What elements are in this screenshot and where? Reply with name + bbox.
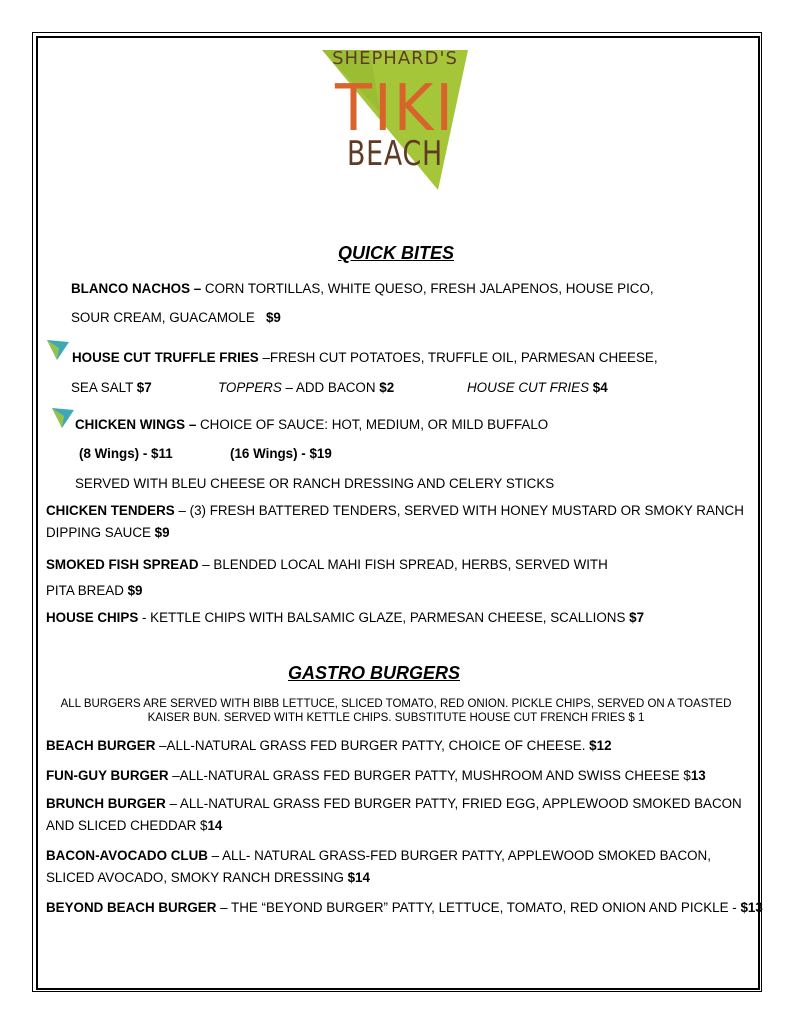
fries-desc: –FRESH CUT POTATOES, TRUFFLE OIL, PARMESAN CHEESE, xyxy=(258,350,658,365)
nachos-desc2: SOUR CREAM, GUACAMOLE xyxy=(71,310,255,325)
fries-name: HOUSE CUT TRUFFLE FRIES xyxy=(72,350,259,365)
fries-line1 xyxy=(72,349,658,366)
nachos-line2 xyxy=(71,309,281,326)
nachos-line1 xyxy=(71,280,654,297)
leaf-bullet-icon xyxy=(47,338,69,360)
nachos-price: $9 xyxy=(265,310,281,325)
beyond-burger-price: $13 xyxy=(740,900,763,915)
leaf-bullet-icon xyxy=(52,406,74,428)
tiki-beach-logo xyxy=(320,42,470,192)
toppers-price: $2 xyxy=(379,380,395,395)
tenders-item: CHICKEN TENDERS – (3) FRESH BATTERED TENDERS, SERVED WITH HONEY MUSTARD OR SMOKY RANCH DIPPING SAUCE $9 xyxy=(46,503,744,540)
fish-line2: PITA BREAD $9 xyxy=(46,583,143,598)
fun-guy-burger-item: FUN-GUY BURGER –ALL-NATURAL GRASS FED BURGER PATTY, MUSHROOM AND SWISS CHEESE $13 xyxy=(46,768,706,783)
brunch-burger-item: BRUNCH BURGER – ALL-NATURAL GRASS FED BURGER PATTY, FRIED EGG, APPLEWOOD SMOKED BACON AND SLICED CHEDDAR $14 xyxy=(46,796,742,833)
burgers-note: ALL BURGERS ARE SERVED WITH BIBB LETTUCE, SLICED TOMATO, RED ONION. PICKLE CHIPS, SERVED ON A TOASTED KAISER BUN. SERVED WITH KETTLE CHIPS. SUBSTITUTE HOUSE CUT FRENCH FRIES $ 1 xyxy=(60,698,732,724)
tenders-name: CHICKEN TENDERS xyxy=(46,503,175,518)
gastro-burgers-title: GASTRO BURGERS xyxy=(287,663,460,683)
bacon-avocado-club-price: $14 xyxy=(347,870,370,885)
brunch-burger-name: BRUNCH BURGER xyxy=(46,796,166,811)
beach-burger-name: BEACH BURGER xyxy=(46,738,156,753)
quick-bites-title: QUICK BITES xyxy=(337,243,454,263)
wings-line1 xyxy=(75,416,548,433)
chips-item: HOUSE CHIPS - KETTLE CHIPS WITH BALSAMIC GLAZE, PARMESAN CHEESE, SCALLIONS $7 xyxy=(46,610,645,625)
house-cut-fries: HOUSE CUT FRIES $4 xyxy=(467,380,608,395)
fish-name: SMOKED FISH SPREAD xyxy=(46,557,199,572)
svg-text:BEACH: BEACH xyxy=(347,134,443,174)
chips-price: $7 xyxy=(629,610,645,625)
tenders-price: $9 xyxy=(154,525,170,540)
nachos-desc: CORN TORTILLAS, WHITE QUESO, FRESH JALAPENOS, HOUSE PICO, xyxy=(201,281,654,296)
wings-served: SERVED WITH BLEU CHEESE OR RANCH DRESSING AND CELERY STICKS xyxy=(75,476,555,491)
wings-opt1: (8 Wings) - $11 xyxy=(79,446,173,461)
brunch-burger-price: 14 xyxy=(207,818,223,833)
fries-salt: SEA SALT $7 xyxy=(71,380,152,395)
fun-guy-burger-name: FUN-GUY BURGER xyxy=(46,768,169,783)
beyond-beach-burger-item: BEYOND BEACH BURGER – THE “BEYOND BURGER” PATTY, LETTUCE, TOMATO, RED ONION AND PICKLE - $13 xyxy=(46,900,763,915)
wings-name: CHICKEN WINGS – xyxy=(75,417,197,432)
bacon-avocado-club-name: BACON-AVOCADO CLUB xyxy=(46,848,208,863)
beyond-burger-name: BEYOND BEACH BURGER xyxy=(46,900,217,915)
fries-price: $7 xyxy=(136,380,152,395)
wings-desc: CHOICE OF SAUCE: HOT, MEDIUM, OR MILD BUFFALO xyxy=(196,417,549,432)
beach-burger-item: BEACH BURGER –ALL-NATURAL GRASS FED BURGER PATTY, CHOICE OF CHEESE. $12 xyxy=(46,738,612,753)
svg-text:TIKI: TIKI xyxy=(334,72,455,146)
chips-name: HOUSE CHIPS xyxy=(46,610,139,625)
wings-opt2: (16 Wings) - $19 xyxy=(230,446,332,461)
bacon-avocado-club-item: BACON-AVOCADO CLUB – ALL- NATURAL GRASS-FED BURGER PATTY, APPLEWOOD SMOKED BACON, SLICED AVOCADO, SMOKY RANCH DRESSING $14 xyxy=(46,848,711,885)
svg-text:SHEPHARD'S: SHEPHARD'S xyxy=(332,48,458,69)
fish-price: $9 xyxy=(127,583,143,598)
fun-guy-burger-price: 13 xyxy=(690,768,706,783)
fish-line1: SMOKED FISH SPREAD – BLENDED LOCAL MAHI FISH SPREAD, HERBS, SERVED WITH xyxy=(46,557,608,572)
beach-burger-price: $12 xyxy=(589,738,612,753)
fries-toppers: TOPPERS – ADD BACON $2 xyxy=(218,380,395,395)
nachos-name: BLANCO NACHOS – xyxy=(71,281,202,296)
house-fries-price: $4 xyxy=(592,380,608,395)
